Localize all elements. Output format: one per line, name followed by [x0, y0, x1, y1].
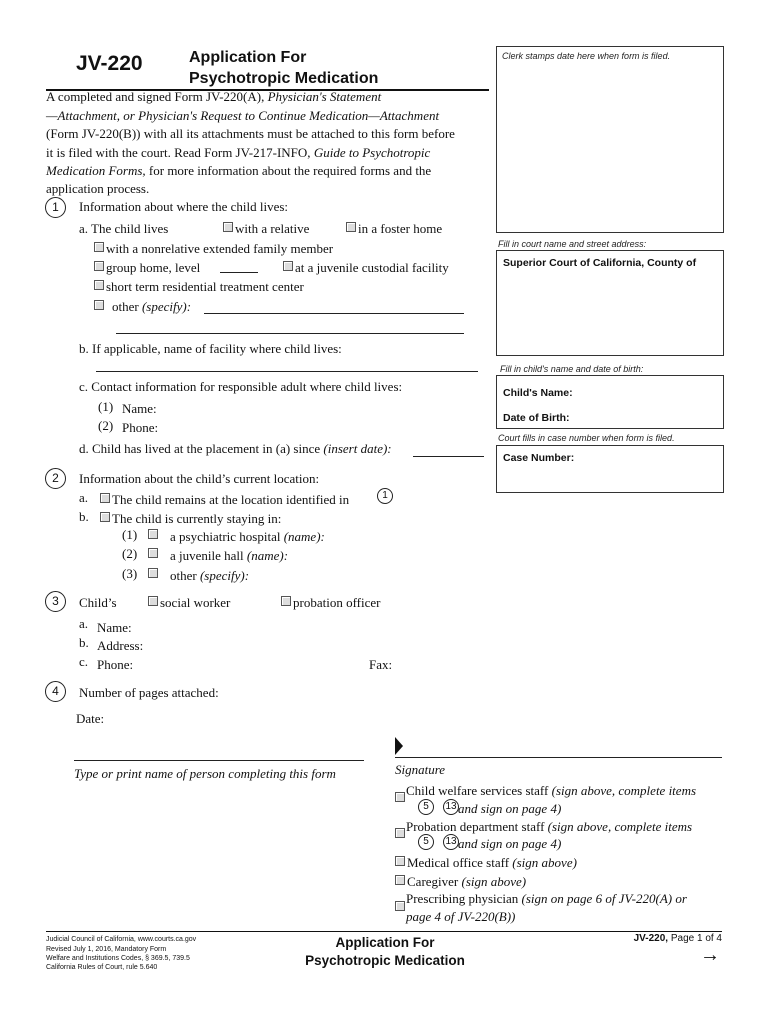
next-page-arrow-icon[interactable]: → — [700, 944, 720, 966]
section-3-heading: Child’s — [79, 595, 117, 610]
s2b3-text: other (specify): — [170, 568, 250, 583]
s1c2-num: (2) — [98, 418, 114, 433]
checkbox[interactable] — [94, 300, 104, 310]
form-title-line2: Psychotropic Medication — [189, 70, 379, 87]
checkbox[interactable] — [281, 596, 291, 606]
childs-name-field: Child's Name: — [503, 387, 573, 399]
section-4-number: 4 — [45, 681, 66, 702]
footer-title-1: Application For — [335, 935, 435, 950]
opt-short-term[interactable]: short term residential treatment center — [94, 279, 304, 295]
s3a-label: Name: — [97, 620, 132, 635]
child-label: Fill in child's name and date of birth: — [500, 364, 644, 374]
other-specify-field-2[interactable] — [116, 333, 464, 334]
s3b-label: Address: — [97, 638, 144, 653]
name-field[interactable] — [74, 760, 364, 761]
checkbox[interactable] — [346, 222, 356, 232]
footer-left-1: Judicial Council of California, www.courts.ca.gov — [46, 936, 197, 943]
s1c-label: c. Contact information for responsible adult where child lives: — [79, 379, 403, 394]
item-5-reference: 5 — [418, 834, 434, 850]
section-2-heading: Information about the child’s current location: — [79, 471, 320, 486]
footer-page: JV-220, Page 1 of 4 — [633, 933, 722, 944]
s1a-label: a. The child lives — [79, 221, 169, 236]
s3b-letter: b. — [79, 635, 89, 650]
opt-foster-home[interactable]: in a foster home — [346, 221, 442, 237]
intro-line6: application process. — [46, 181, 150, 196]
clerk-stamp-label: Clerk stamps date here when form is filed. — [502, 51, 671, 61]
probation-text: Probation department staff (sign above, complete items — [406, 819, 693, 834]
date-of-birth-field: Date of Birth: — [503, 412, 570, 424]
checkbox[interactable] — [94, 261, 104, 271]
probation-text-2: and sign on page 4) — [458, 836, 562, 851]
intro-line4: it is filed with the court. Read Form JV-217-INFO, Guide to Psychotropic — [46, 145, 431, 160]
footer-left-2: Revised July 1, 2016, Mandatory Form — [46, 946, 167, 953]
opt-with-relative[interactable]: with a relative — [223, 221, 309, 237]
checkbox[interactable] — [94, 242, 104, 252]
s3c-label: Phone: — [97, 657, 134, 672]
court-box[interactable] — [496, 250, 724, 356]
checkbox[interactable] — [94, 280, 104, 290]
opt-caregiver[interactable]: Caregiver (sign above) — [395, 874, 526, 890]
intro-line3: (Form JV-220(B)) with all its attachments must be attached to this form before — [46, 126, 455, 141]
opt-nonrelative[interactable]: with a nonrelative extended family member — [94, 241, 333, 257]
checkbox[interactable] — [100, 493, 110, 503]
item-5-reference: 5 — [418, 799, 434, 815]
item-13-reference: 13 — [443, 834, 459, 850]
intro-line5: Medication Forms, for more information about the required forms and the — [46, 163, 432, 178]
case-label: Court fills in case number when form is filed. — [498, 433, 675, 443]
s1c2-label: Phone: — [122, 420, 159, 435]
signature-field[interactable] — [395, 757, 722, 758]
s2a-letter: a. — [79, 490, 89, 505]
item-13-reference: 13 — [443, 799, 459, 815]
section-1-reference: 1 — [377, 488, 393, 504]
s1b-label: b. If applicable, name of facility where child lives: — [79, 341, 342, 356]
opt-juvenile-facility[interactable]: at a juvenile custodial facility — [283, 260, 449, 276]
footer-left-3: Welfare and Institutions Codes, § 369.5, 739.5 — [46, 955, 190, 962]
s3c-letter: c. — [79, 654, 89, 669]
probation-checkbox[interactable] — [395, 828, 405, 838]
child-info-box[interactable] — [496, 375, 724, 429]
fax-label: Fax: — [369, 657, 393, 672]
group-home-level-field[interactable] — [220, 272, 258, 273]
placement-date-field[interactable] — [413, 456, 484, 457]
section-2-number: 2 — [45, 468, 66, 489]
footer-left-4: California Rules of Court, rule 5.640 — [46, 964, 158, 971]
section-1-heading: Information about where the child lives: — [79, 199, 289, 214]
checkbox[interactable] — [223, 222, 233, 232]
other-location-checkbox[interactable] — [148, 568, 158, 578]
cws-text: Child welfare services staff (sign above, complete items — [406, 783, 697, 798]
section-1-number: 1 — [45, 197, 66, 218]
checkbox[interactable] — [283, 261, 293, 271]
clerk-stamp-box — [496, 46, 724, 233]
footer-title-2: Psychotropic Medication — [305, 953, 465, 968]
s1c1-label: Name: — [122, 401, 157, 416]
court-name: Superior Court of California, County of — [503, 257, 697, 269]
case-number-label: Case Number: — [503, 452, 575, 464]
opt-probation-officer[interactable]: probation officer — [281, 595, 380, 611]
other-specify-field[interactable] — [204, 313, 464, 314]
section-3-number: 3 — [45, 591, 66, 612]
checkbox[interactable] — [100, 512, 110, 522]
signature-arrow-icon — [395, 737, 403, 755]
psychiatric-hospital-checkbox[interactable] — [148, 529, 158, 539]
s3a-letter: a. — [79, 616, 89, 631]
physician-text-2: page 4 of JV-220(B)) — [406, 909, 516, 924]
date-label: Date: — [76, 711, 105, 726]
s2b1-num: (1) — [122, 527, 138, 542]
facility-name-field[interactable] — [96, 371, 478, 372]
intro-line1: A completed and signed Form JV-220(A), Physician's Statement — [46, 89, 382, 104]
form-title-line1: Application For — [189, 49, 307, 66]
cws-text-2: and sign on page 4) — [458, 801, 562, 816]
section-4-heading: Number of pages attached: — [79, 685, 219, 700]
opt-medical-office[interactable]: Medical office staff (sign above) — [395, 855, 577, 871]
case-number-box — [496, 445, 724, 493]
opt-other[interactable]: other (specify): — [94, 299, 191, 315]
s2b2-text: a juvenile hall (name): — [170, 548, 289, 563]
s2b3-num: (3) — [122, 566, 138, 581]
juvenile-hall-checkbox[interactable] — [148, 548, 158, 558]
court-label: Fill in court name and street address: — [498, 239, 647, 249]
form-number: JV-220 — [76, 52, 143, 75]
s2b-letter: b. — [79, 509, 89, 524]
checkbox[interactable] — [395, 875, 405, 885]
s2b1-text: a psychiatric hospital (name): — [170, 529, 325, 544]
opt-currently-staying[interactable]: The child is currently staying in: — [100, 511, 281, 527]
s1d-label: d. Child has lived at the placement in (a) since (insert date): — [79, 441, 392, 456]
s1c1-num: (1) — [98, 399, 114, 414]
checkbox[interactable] — [148, 596, 158, 606]
physician-checkbox[interactable] — [395, 901, 405, 911]
opt-group-home[interactable]: group home, level — [94, 260, 200, 276]
intro-line2: —Attachment, or Physician's Request to Continue Medication—Attachment — [46, 108, 440, 123]
type-name-label: Type or print name of person completing this form — [74, 766, 336, 781]
opt-social-worker[interactable]: social worker — [148, 595, 230, 611]
signature-label: Signature — [395, 762, 446, 777]
cws-checkbox[interactable] — [395, 792, 405, 802]
physician-text: Prescribing physician (sign on page 6 of JV-220(A) or — [406, 891, 687, 906]
checkbox[interactable] — [395, 856, 405, 866]
opt-remains-at-location[interactable]: The child remains at the location identified in — [100, 492, 349, 508]
s2b2-num: (2) — [122, 546, 138, 561]
footer-rule — [46, 931, 722, 932]
